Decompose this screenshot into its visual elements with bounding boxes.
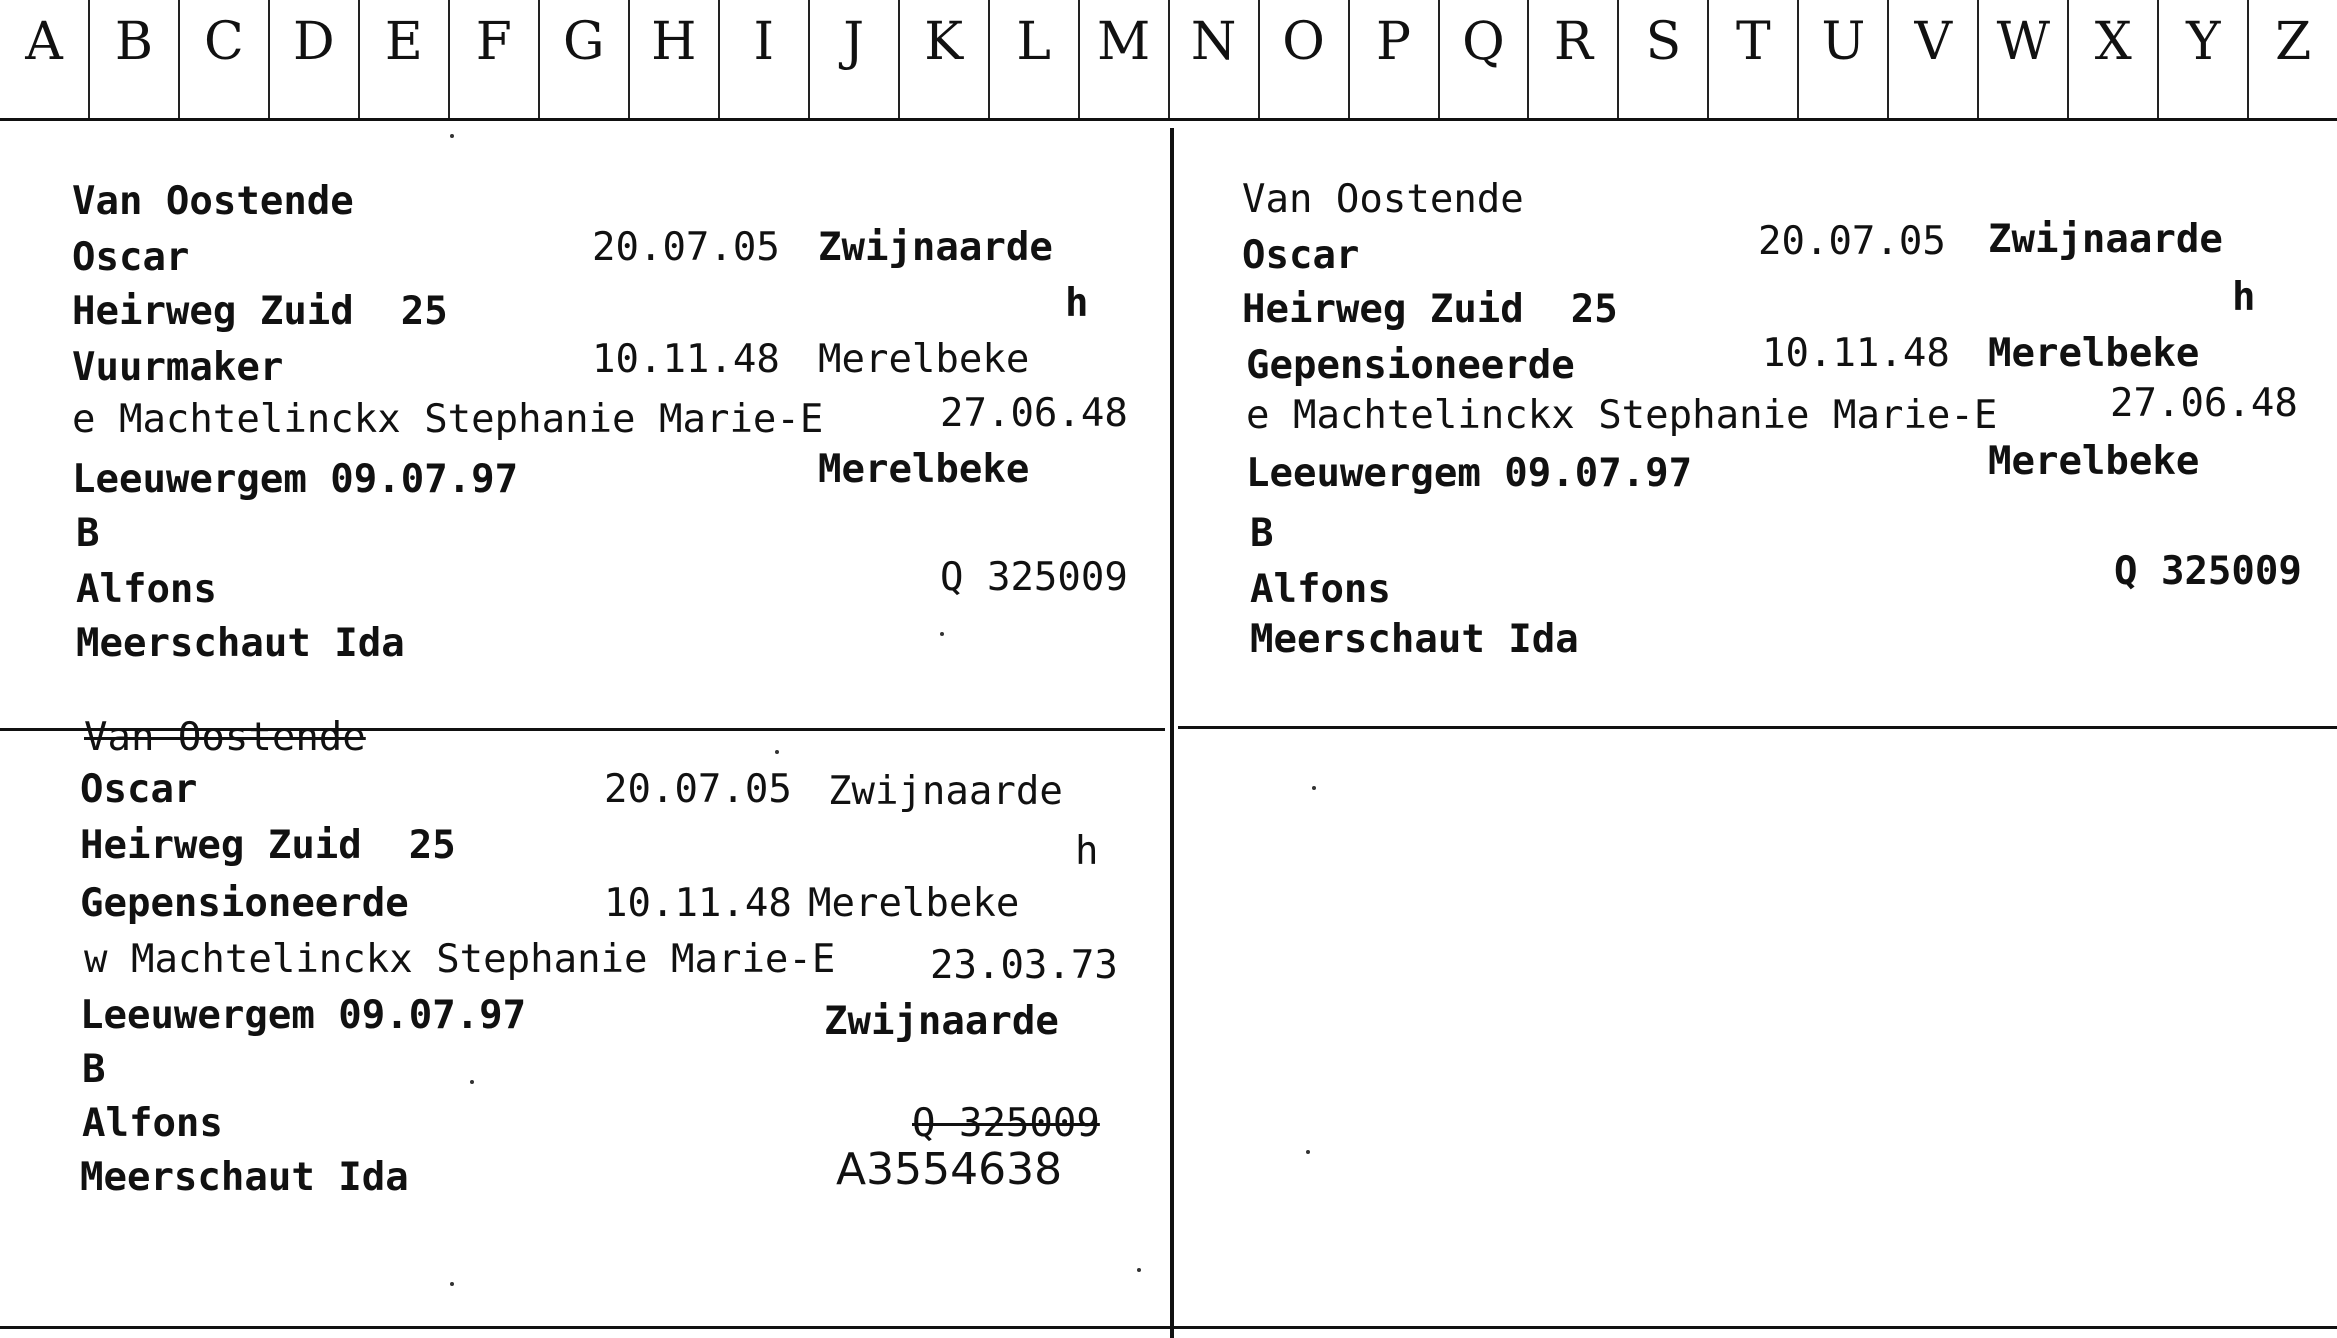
card-origin: Leeuwergem 09.07.97: [72, 457, 519, 502]
alphabet-letter-f: F: [448, 0, 538, 118]
card-mother: Meerschaut Ida: [1250, 617, 1579, 662]
alphabet-letter-i: I: [718, 0, 808, 118]
alphabet-letter-t: T: [1707, 0, 1797, 118]
alphabet-letter-d: D: [268, 0, 358, 118]
alphabet-letter-p: P: [1348, 0, 1438, 118]
card-reg-place: Merelbeke: [818, 337, 1030, 382]
card-father: Alfons: [1250, 567, 1391, 612]
card-birth-place: Zwijnaarde: [1988, 217, 2223, 262]
scan-speck: [1312, 786, 1316, 790]
alphabet-letter-n: N: [1168, 0, 1258, 118]
card-origin: Leeuwergem 09.07.97: [80, 993, 527, 1038]
card-first-name: Oscar: [72, 235, 190, 280]
alphabet-letter-b: B: [88, 0, 178, 118]
card-code: B: [1250, 511, 1274, 556]
center-divider: [1170, 128, 1174, 1338]
card-id-number: Q 325009: [912, 1101, 1100, 1146]
card-sex: h: [2232, 275, 2256, 320]
card-reg-date: 10.11.48: [592, 337, 780, 382]
alphabet-letter-h: H: [628, 0, 718, 118]
card-spouse: e Machtelinckx Stephanie Marie-E: [1246, 393, 1998, 438]
card-marriage-date: 27.06.48: [940, 391, 1128, 436]
bottom-rule: [0, 1326, 2337, 1329]
alphabet-letter-r: R: [1527, 0, 1617, 118]
card-birth-date: 20.07.05: [592, 225, 780, 270]
card-spouse: w Machtelinckx Stephanie Marie-E: [84, 937, 836, 982]
scan-speck: [940, 632, 944, 636]
card-first-name: Oscar: [1242, 233, 1360, 278]
card-sex: h: [1075, 829, 1099, 874]
scan-speck: [775, 750, 779, 754]
scan-speck: [1306, 1150, 1310, 1154]
alphabet-letter-e: E: [358, 0, 448, 118]
alphabet-letter-a: A: [25, 12, 63, 72]
alphabet-letter-z: Z: [2247, 0, 2337, 118]
alphabet-letter-q: Q: [1438, 0, 1528, 118]
card-reg-place: Merelbeke: [808, 881, 1020, 926]
alphabet-letter-s: S: [1617, 0, 1707, 118]
card-id-number: Q 325009: [940, 555, 1128, 600]
card-surname: Van Oostende: [84, 715, 366, 760]
card-birth-date: 20.07.05: [1758, 219, 1946, 264]
alphabet-letter-x: X: [2067, 0, 2157, 118]
card-occupation: Vuurmaker: [72, 345, 284, 390]
card-reg-date: 10.11.48: [604, 881, 792, 926]
alphabet-index-strip: [0, 0, 2337, 118]
alphabet-letter-o: O: [1258, 0, 1348, 118]
alphabet-letter-j: J: [808, 0, 898, 118]
card-first-name: Oscar: [80, 767, 198, 812]
card-father: Alfons: [76, 567, 217, 612]
scan-speck: [450, 1282, 454, 1286]
card-mother: Meerschaut Ida: [76, 621, 405, 666]
alphabet-letter-m: M: [1078, 0, 1168, 118]
alphabet-letter-w: W: [1977, 0, 2067, 118]
card-code: B: [82, 1047, 106, 1092]
alphabet-letter-u: U: [1797, 0, 1887, 118]
card-reg-date: 10.11.48: [1762, 331, 1950, 376]
card-address: Heirweg Zuid 25: [1242, 287, 1618, 332]
alphabet-letter-y: Y: [2157, 0, 2247, 118]
card-origin: Leeuwergem 09.07.97: [1246, 451, 1693, 496]
alphabet-letter-c: C: [178, 0, 268, 118]
card-surname: Van Oostende: [72, 179, 354, 224]
middle-rule-right: [1178, 726, 2337, 729]
alphabet-letter-g: G: [538, 0, 628, 118]
card-origin-place: Merelbeke: [1988, 439, 2200, 484]
card-marriage-date: 27.06.48: [2110, 381, 2298, 426]
card-spouse: e Machtelinckx Stephanie Marie-E: [72, 397, 824, 442]
card-occupation: Gepensioneerde: [80, 881, 409, 926]
card-address: Heirweg Zuid 25: [72, 289, 448, 334]
card-father: Alfons: [82, 1101, 223, 1146]
card-origin-place: Zwijnaarde: [824, 999, 1059, 1044]
card-surname: Van Oostende: [1242, 177, 1524, 222]
card-reg-place: Merelbeke: [1988, 331, 2200, 376]
card-birth-place: Zwijnaarde: [828, 769, 1063, 814]
alphabet-letter-l: L: [988, 0, 1078, 118]
scan-speck: [1137, 1268, 1141, 1272]
card-new-id-number: A3554638: [836, 1144, 1063, 1195]
alphabet-letter-k: K: [898, 0, 988, 118]
scan-speck: [450, 134, 454, 138]
card-origin-place: Merelbeke: [818, 447, 1030, 492]
alphabet-letter-v: V: [1887, 0, 1977, 118]
top-rule: [0, 118, 2337, 121]
card-id-number: Q 325009: [2114, 549, 2302, 594]
card-birth-place: Zwijnaarde: [818, 225, 1053, 270]
card-sex: h: [1065, 281, 1089, 326]
card-address: Heirweg Zuid 25: [80, 823, 456, 868]
card-occupation: Gepensioneerde: [1246, 343, 1575, 388]
scan-speck: [470, 1080, 474, 1084]
card-mother: Meerschaut Ida: [80, 1155, 409, 1200]
card-marriage-date: 23.03.73: [930, 943, 1118, 988]
card-code: B: [76, 511, 100, 556]
card-birth-date: 20.07.05: [604, 767, 792, 812]
